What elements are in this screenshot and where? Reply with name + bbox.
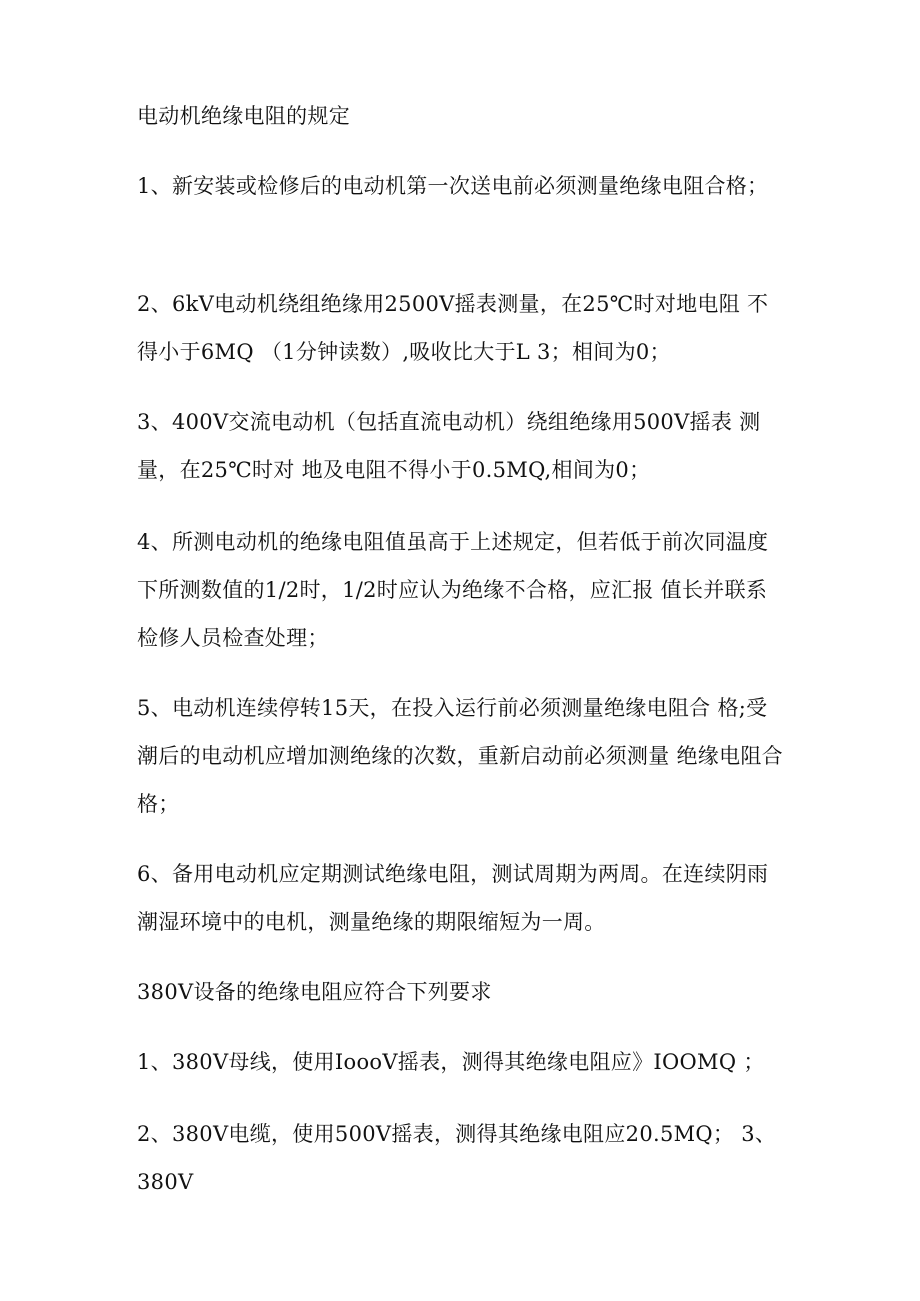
paragraph-6: 6、备用电动机应定期测试绝缘电阻，测试周期为两周。在连续阴雨潮湿环境中的电机，测量绝缘的期限缩短为一周。 (137, 862, 769, 934)
paragraph-3: 3、400V交流电动机（包括直流电动机）绕组绝缘用500V摇表 测量，在25℃时对 地及电阻不得小于0.5MQ,相间为0； (137, 410, 761, 482)
paragraph-1: 1、新安装或检修后的电动机第一次送电前必须测量绝缘电阻合格； (137, 174, 769, 198)
section-heading-380v-equipment: 380V设备的绝缘电阻应符合下列要求 (137, 980, 492, 1004)
section-heading-motor-insulation: 电动机绝缘电阻的规定 (137, 104, 350, 128)
list-item-1: 1、380V母线，使用IoooV摇表，测得其绝缘电阻应》IOOMQ ； (137, 1050, 765, 1074)
list-item-2: 2、380V电缆，使用500V摇表，测得其绝缘电阻应20.5MQ； 3、380V (137, 1122, 777, 1194)
paragraph-4: 4、所测电动机的绝缘电阻值虽高于上述规定，但若低于前次同温度下所测数值的1/2时，1/2时应认为绝缘不合格，应汇报 值长并联系检修人员检查处理； (137, 530, 769, 650)
paragraph-5: 5、电动机连续停转15天，在投入运行前必须测量绝缘电阻合 格;受潮后的电动机应增加测绝缘的次数，重新启动前必须测量 绝缘电阻合格； (137, 696, 783, 816)
paragraph-2: 2、6kV电动机绕组绝缘用2500V摇表测量，在25℃时对地电阻 不得小于6MQ （1分钟读数）,吸收比大于L 3；相间为0； (137, 292, 769, 364)
